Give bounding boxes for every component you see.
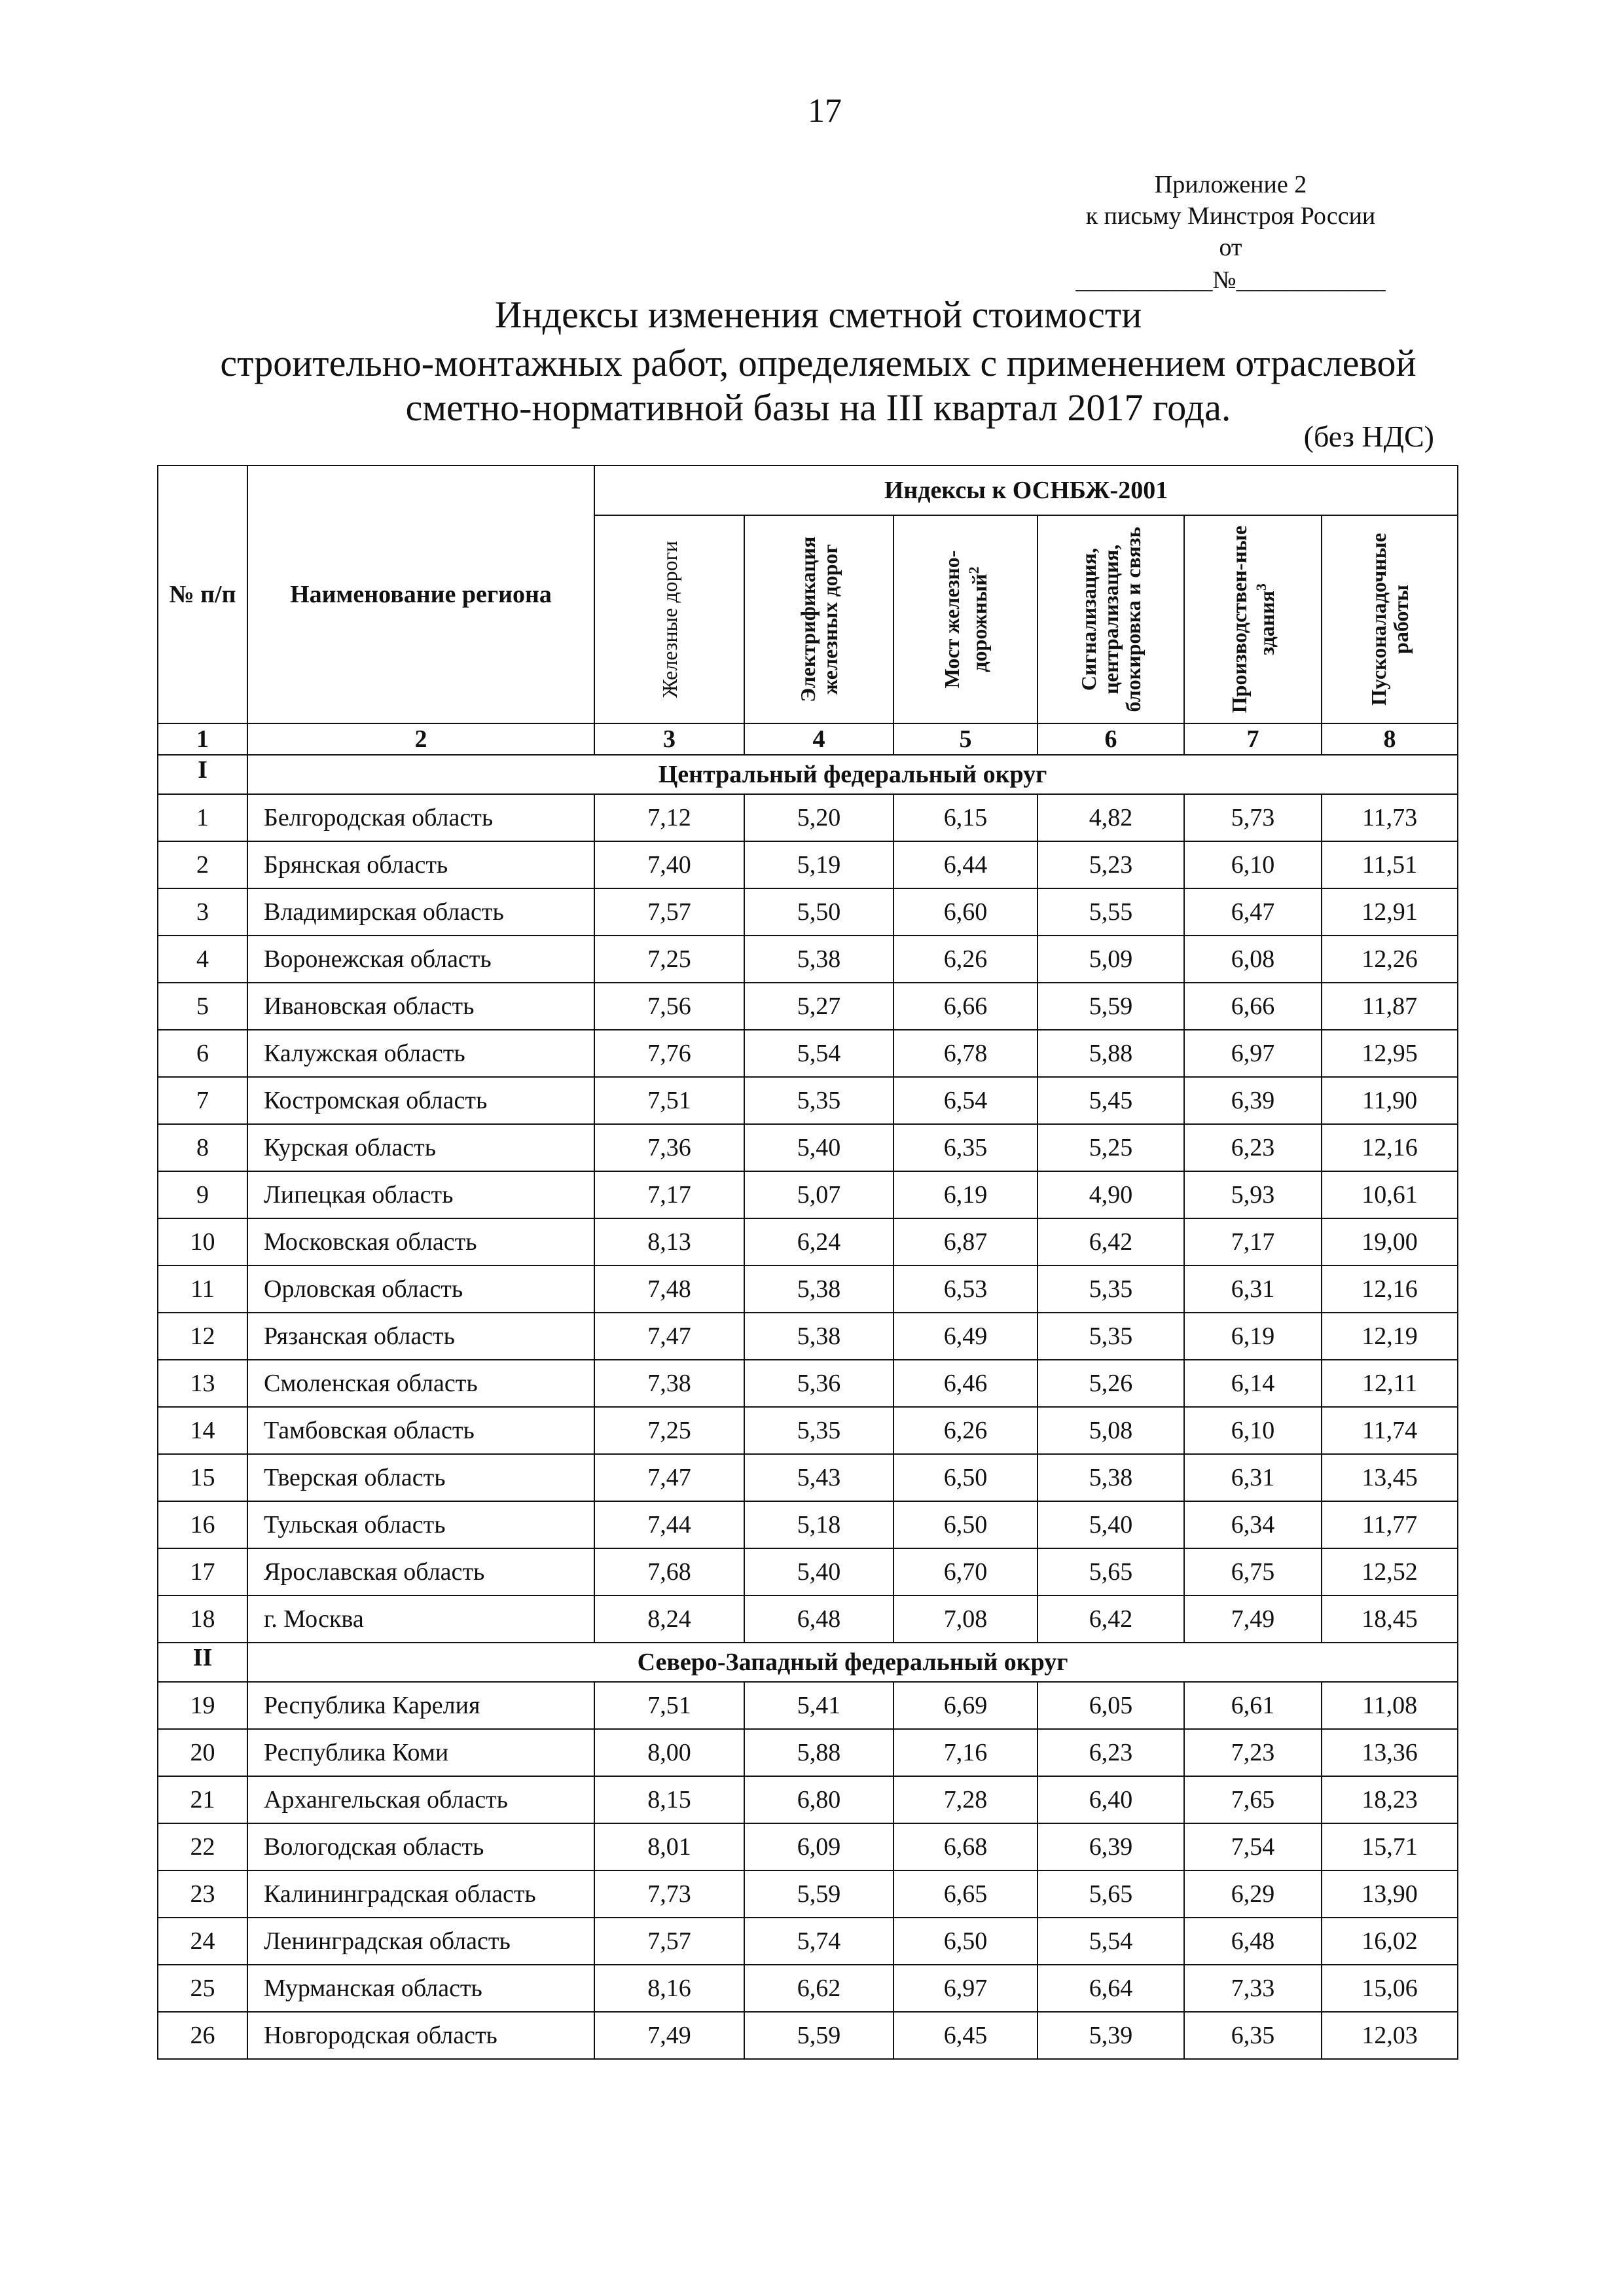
index-col-label-text: Сигнализация, централизация, блокировка и связь <box>1077 526 1145 712</box>
index-value: 11,87 <box>1322 983 1458 1030</box>
index-value: 8,00 <box>594 1729 744 1776</box>
index-value: 13,36 <box>1322 1729 1458 1776</box>
row-number: 26 <box>158 2012 247 2059</box>
row-number: 6 <box>158 1030 247 1077</box>
row-number: 21 <box>158 1776 247 1823</box>
index-col-header-label <box>941 521 990 718</box>
index-value: 6,87 <box>893 1218 1038 1266</box>
table-row <box>158 841 1458 888</box>
index-col-header <box>893 515 1038 723</box>
table-row <box>158 1870 1458 1918</box>
index-value: 6,26 <box>893 1407 1038 1454</box>
region-name: Новгородская область <box>247 2012 594 2059</box>
region-name: Калужская область <box>247 1030 594 1077</box>
index-value: 6,75 <box>1184 1548 1322 1595</box>
row-number: 10 <box>158 1218 247 1266</box>
table-row <box>158 1407 1458 1454</box>
index-value: 5,40 <box>744 1548 893 1595</box>
region-name: Владимирская область <box>247 888 594 936</box>
region-name: Курская область <box>247 1124 594 1171</box>
index-value: 7,57 <box>594 1918 744 1965</box>
index-value: 8,13 <box>594 1218 744 1266</box>
index-value: 5,26 <box>1038 1360 1184 1407</box>
index-value: 5,59 <box>744 1870 893 1918</box>
index-value: 13,45 <box>1322 1454 1458 1501</box>
table-row <box>158 1729 1458 1776</box>
appendix-line-1: Приложение 2 <box>1154 171 1307 198</box>
index-value: 7,16 <box>893 1729 1038 1776</box>
index-value: 6,68 <box>893 1823 1038 1870</box>
index-value: 5,23 <box>1038 841 1184 888</box>
index-value: 12,16 <box>1322 1124 1458 1171</box>
index-value: 6,50 <box>893 1501 1038 1548</box>
row-number: 3 <box>158 888 247 936</box>
index-value: 5,40 <box>744 1124 893 1171</box>
index-value: 5,65 <box>1038 1548 1184 1595</box>
index-value: 6,39 <box>1184 1077 1322 1124</box>
index-col-footnote-mark: 2 <box>965 566 983 574</box>
index-value: 6,50 <box>893 1918 1038 1965</box>
index-value: 6,64 <box>1038 1965 1184 2012</box>
index-value: 11,73 <box>1322 794 1458 841</box>
index-value: 5,55 <box>1038 888 1184 936</box>
region-name: Смоленская область <box>247 1360 594 1407</box>
table-row <box>158 983 1458 1030</box>
index-value: 6,97 <box>893 1965 1038 2012</box>
row-number: 18 <box>158 1595 247 1643</box>
index-value: 6,31 <box>1184 1454 1322 1501</box>
index-value: 5,41 <box>744 1682 893 1729</box>
index-value: 5,38 <box>744 1313 893 1360</box>
index-value: 6,42 <box>1038 1218 1184 1266</box>
index-value: 7,51 <box>594 1077 744 1124</box>
district-name: Северо-Западный федеральный округ <box>247 1643 1458 1682</box>
title-line-2: строительно-монтажных работ, определяемых с применением отраслевой <box>220 342 1416 384</box>
title-line-1: Индексы изменения сметной стоимости <box>494 293 1142 336</box>
index-value: 6,23 <box>1184 1124 1322 1171</box>
region-name: Костромская область <box>247 1077 594 1124</box>
index-value: 5,54 <box>744 1030 893 1077</box>
index-value: 5,27 <box>744 983 893 1030</box>
index-value: 6,05 <box>1038 1682 1184 1729</box>
appendix-line-2: к письму Минстроя России <box>1085 202 1376 230</box>
column-number: 4 <box>744 723 893 755</box>
index-value: 6,70 <box>893 1548 1038 1595</box>
table-row <box>158 1501 1458 1548</box>
index-value: 5,08 <box>1038 1407 1184 1454</box>
row-number: 19 <box>158 1682 247 1729</box>
index-value: 6,23 <box>1038 1729 1184 1776</box>
index-value: 7,54 <box>1184 1823 1322 1870</box>
region-name: Вологодская область <box>247 1823 594 1870</box>
region-name: Брянская область <box>247 841 594 888</box>
index-value: 7,44 <box>594 1501 744 1548</box>
index-value: 12,95 <box>1322 1030 1458 1077</box>
index-col-header-wrap <box>595 516 744 723</box>
index-value: 15,06 <box>1322 1965 1458 2012</box>
column-number: 8 <box>1322 723 1458 755</box>
index-value: 11,74 <box>1322 1407 1458 1454</box>
index-value: 13,90 <box>1322 1870 1458 1918</box>
index-value: 18,45 <box>1322 1595 1458 1643</box>
index-value: 6,66 <box>1184 983 1322 1030</box>
region-name: Архангельская область <box>247 1776 594 1823</box>
index-value: 5,35 <box>744 1077 893 1124</box>
index-value: 6,39 <box>1038 1823 1184 1870</box>
index-value: 6,78 <box>893 1030 1038 1077</box>
index-col-label-text: Производствен-ные здания <box>1227 525 1278 714</box>
index-value: 11,77 <box>1322 1501 1458 1548</box>
index-value: 12,11 <box>1322 1360 1458 1407</box>
index-value: 8,16 <box>594 1965 744 2012</box>
col-header-region: Наименование региона <box>247 465 594 723</box>
index-value: 7,76 <box>594 1030 744 1077</box>
region-name: Московская область <box>247 1218 594 1266</box>
index-value: 4,90 <box>1038 1171 1184 1218</box>
index-value: 5,20 <box>744 794 893 841</box>
table-row <box>158 1965 1458 2012</box>
index-value: 12,03 <box>1322 2012 1458 2059</box>
index-value: 6,45 <box>893 2012 1038 2059</box>
row-number: 17 <box>158 1548 247 1595</box>
table-row <box>158 936 1458 983</box>
index-value: 5,54 <box>1038 1918 1184 1965</box>
index-value: 6,34 <box>1184 1501 1322 1548</box>
index-value: 6,19 <box>1184 1313 1322 1360</box>
index-value: 5,45 <box>1038 1077 1184 1124</box>
index-value: 15,71 <box>1322 1823 1458 1870</box>
table-row <box>158 1682 1458 1729</box>
table-row <box>158 1918 1458 1965</box>
index-value: 6,31 <box>1184 1266 1322 1313</box>
index-value: 5,93 <box>1184 1171 1322 1218</box>
index-col-header <box>1322 515 1458 723</box>
index-value: 7,73 <box>594 1870 744 1918</box>
row-number: 7 <box>158 1077 247 1124</box>
index-value: 6,24 <box>744 1218 893 1266</box>
region-name: Рязанская область <box>247 1313 594 1360</box>
index-value: 6,48 <box>1184 1918 1322 1965</box>
index-value: 6,47 <box>1184 888 1322 936</box>
region-name: Тульская область <box>247 1501 594 1548</box>
index-value: 4,82 <box>1038 794 1184 841</box>
index-value: 6,35 <box>1184 2012 1322 2059</box>
index-col-header-label <box>659 521 681 718</box>
index-col-header-wrap <box>894 516 1037 723</box>
table-row <box>158 1595 1458 1643</box>
index-value: 6,09 <box>744 1823 893 1870</box>
index-value: 7,49 <box>594 2012 744 2059</box>
index-value: 18,23 <box>1322 1776 1458 1823</box>
row-number: 12 <box>158 1313 247 1360</box>
index-value: 7,17 <box>594 1171 744 1218</box>
index-value: 7,28 <box>893 1776 1038 1823</box>
index-value: 6,65 <box>893 1870 1038 1918</box>
row-number: 8 <box>158 1124 247 1171</box>
region-name: Ленинградская область <box>247 1918 594 1965</box>
index-value: 6,19 <box>893 1171 1038 1218</box>
index-value: 6,29 <box>1184 1870 1322 1918</box>
index-col-header-wrap <box>1185 516 1321 723</box>
col-header-no: № п/п <box>158 465 247 723</box>
column-number: 3 <box>594 723 744 755</box>
index-value: 6,10 <box>1184 841 1322 888</box>
index-value: 12,91 <box>1322 888 1458 936</box>
district-row <box>158 755 1458 794</box>
index-col-header-wrap <box>1322 516 1457 723</box>
region-name: г. Москва <box>247 1595 594 1643</box>
index-value: 7,08 <box>893 1595 1038 1643</box>
index-value: 7,56 <box>594 983 744 1030</box>
index-table <box>157 465 1458 2060</box>
column-number: 2 <box>247 723 594 755</box>
table-row <box>158 1171 1458 1218</box>
table-row <box>158 1548 1458 1595</box>
vat-note: (без НДС) <box>1303 420 1434 453</box>
index-value: 5,18 <box>744 1501 893 1548</box>
row-number: 11 <box>158 1266 247 1313</box>
table-row <box>158 794 1458 841</box>
index-value: 5,35 <box>744 1407 893 1454</box>
index-value: 16,02 <box>1322 1918 1458 1965</box>
index-value: 8,15 <box>594 1776 744 1823</box>
row-number: 23 <box>158 1870 247 1918</box>
index-value: 6,53 <box>893 1266 1038 1313</box>
index-value: 6,48 <box>744 1595 893 1643</box>
index-value: 6,46 <box>893 1360 1038 1407</box>
row-number: 9 <box>158 1171 247 1218</box>
header-row-top <box>158 465 1458 515</box>
table-row <box>158 1823 1458 1870</box>
index-col-header-label <box>1077 521 1144 718</box>
index-value: 6,69 <box>893 1682 1038 1729</box>
index-col-header <box>594 515 744 723</box>
table-row <box>158 1218 1458 1266</box>
index-value: 7,25 <box>594 936 744 983</box>
row-number: 5 <box>158 983 247 1030</box>
index-value: 7,33 <box>1184 1965 1322 2012</box>
column-number-row <box>158 723 1458 755</box>
row-number: 13 <box>158 1360 247 1407</box>
row-number: 2 <box>158 841 247 888</box>
column-number: 7 <box>1184 723 1322 755</box>
table-row <box>158 888 1458 936</box>
index-value: 6,62 <box>744 1965 893 2012</box>
index-col-header-wrap <box>745 516 893 723</box>
row-number: 22 <box>158 1823 247 1870</box>
index-value: 6,14 <box>1184 1360 1322 1407</box>
table-row <box>158 1266 1458 1313</box>
index-col-header <box>1184 515 1322 723</box>
row-number: 25 <box>158 1965 247 2012</box>
group-header: Индексы к ОСНБЖ-2001 <box>594 465 1458 515</box>
index-col-header-label <box>797 521 841 718</box>
index-value: 5,74 <box>744 1918 893 1965</box>
index-value: 11,51 <box>1322 841 1458 888</box>
index-value: 5,35 <box>1038 1266 1184 1313</box>
index-value: 7,48 <box>594 1266 744 1313</box>
index-value: 6,54 <box>893 1077 1038 1124</box>
index-value: 5,35 <box>1038 1313 1184 1360</box>
row-number: 14 <box>158 1407 247 1454</box>
index-value: 6,61 <box>1184 1682 1322 1729</box>
index-value: 6,10 <box>1184 1407 1322 1454</box>
index-col-header <box>744 515 893 723</box>
index-col-header-label <box>1228 521 1278 718</box>
index-value: 6,97 <box>1184 1030 1322 1077</box>
index-value: 5,88 <box>1038 1030 1184 1077</box>
appendix-number-line: ___________№____________ <box>1075 266 1386 294</box>
region-name: Республика Коми <box>247 1729 594 1776</box>
index-value: 6,60 <box>893 888 1038 936</box>
index-col-footnote-mark: 3 <box>1253 583 1270 591</box>
index-value: 5,19 <box>744 841 893 888</box>
index-value: 6,44 <box>893 841 1038 888</box>
table-row <box>158 1313 1458 1360</box>
index-value: 7,65 <box>1184 1776 1322 1823</box>
index-value: 7,40 <box>594 841 744 888</box>
index-value: 6,50 <box>893 1454 1038 1501</box>
index-value: 5,43 <box>744 1454 893 1501</box>
index-col-label-text: Железные дороги <box>657 541 681 698</box>
region-name: Ивановская область <box>247 983 594 1030</box>
table-row <box>158 1077 1458 1124</box>
index-col-label-text: Электрификация железных дорог <box>796 536 842 702</box>
index-value: 19,00 <box>1322 1218 1458 1266</box>
index-value: 12,52 <box>1322 1548 1458 1595</box>
table-row <box>158 1454 1458 1501</box>
index-value: 7,68 <box>594 1548 744 1595</box>
region-name: Белгородская область <box>247 794 594 841</box>
index-value: 5,36 <box>744 1360 893 1407</box>
index-col-header-wrap <box>1038 516 1183 723</box>
index-value: 10,61 <box>1322 1171 1458 1218</box>
table-row <box>158 1124 1458 1171</box>
index-col-label-text: Мост железно-дорожный <box>940 550 991 689</box>
index-value: 6,08 <box>1184 936 1322 983</box>
index-value: 7,25 <box>594 1407 744 1454</box>
index-value: 5,40 <box>1038 1501 1184 1548</box>
row-number: 24 <box>158 1918 247 1965</box>
row-number: 15 <box>158 1454 247 1501</box>
region-name: Республика Карелия <box>247 1682 594 1729</box>
table-body <box>158 465 1458 2059</box>
column-number: 5 <box>893 723 1038 755</box>
row-number: 4 <box>158 936 247 983</box>
table-row <box>158 2012 1458 2059</box>
column-number: 1 <box>158 723 247 755</box>
page-number: 17 <box>808 92 842 130</box>
index-value: 6,49 <box>893 1313 1038 1360</box>
column-number: 6 <box>1038 723 1184 755</box>
index-value: 7,49 <box>1184 1595 1322 1643</box>
index-value: 7,47 <box>594 1454 744 1501</box>
index-value: 5,38 <box>744 936 893 983</box>
index-value: 5,38 <box>1038 1454 1184 1501</box>
index-value: 12,26 <box>1322 936 1458 983</box>
index-value: 7,38 <box>594 1360 744 1407</box>
index-value: 12,16 <box>1322 1266 1458 1313</box>
region-name: Тамбовская область <box>247 1407 594 1454</box>
district-row <box>158 1643 1458 1682</box>
title-line-3: сметно-нормативной базы на III квартал 2017 года. <box>405 386 1231 429</box>
index-value: 5,39 <box>1038 2012 1184 2059</box>
index-value: 6,15 <box>893 794 1038 841</box>
index-value: 7,51 <box>594 1682 744 1729</box>
index-value: 5,25 <box>1038 1124 1184 1171</box>
region-name: Орловская область <box>247 1266 594 1313</box>
index-value: 8,24 <box>594 1595 744 1643</box>
index-value: 11,08 <box>1322 1682 1458 1729</box>
region-name: Тверская область <box>247 1454 594 1501</box>
index-value: 5,38 <box>744 1266 893 1313</box>
index-value: 6,35 <box>893 1124 1038 1171</box>
index-value: 6,40 <box>1038 1776 1184 1823</box>
row-number: 1 <box>158 794 247 841</box>
index-value: 5,73 <box>1184 794 1322 841</box>
index-value: 7,23 <box>1184 1729 1322 1776</box>
index-value: 6,66 <box>893 983 1038 1030</box>
index-value: 8,01 <box>594 1823 744 1870</box>
index-col-header-label <box>1367 521 1412 718</box>
index-value: 7,47 <box>594 1313 744 1360</box>
region-name: Калининградская область <box>247 1870 594 1918</box>
index-value: 6,42 <box>1038 1595 1184 1643</box>
index-value: 5,09 <box>1038 936 1184 983</box>
appendix-line-3: от <box>1219 234 1242 261</box>
index-col-header <box>1038 515 1184 723</box>
row-number: 20 <box>158 1729 247 1776</box>
table-row <box>158 1030 1458 1077</box>
index-value: 7,17 <box>1184 1218 1322 1266</box>
table-row <box>158 1360 1458 1407</box>
index-col-label-text: Пусконаладочные работы <box>1367 533 1413 706</box>
table-row <box>158 1776 1458 1823</box>
district-roman-number: I <box>158 755 247 794</box>
index-value: 7,57 <box>594 888 744 936</box>
district-roman-number: II <box>158 1643 247 1682</box>
index-value: 6,80 <box>744 1776 893 1823</box>
index-value: 5,50 <box>744 888 893 936</box>
index-value: 12,19 <box>1322 1313 1458 1360</box>
index-value: 7,12 <box>594 794 744 841</box>
index-value: 7,36 <box>594 1124 744 1171</box>
region-name: Воронежская область <box>247 936 594 983</box>
index-value: 5,59 <box>744 2012 893 2059</box>
region-name: Ярославская область <box>247 1548 594 1595</box>
index-value: 5,88 <box>744 1729 893 1776</box>
index-value: 5,65 <box>1038 1870 1184 1918</box>
index-value: 11,90 <box>1322 1077 1458 1124</box>
region-name: Липецкая область <box>247 1171 594 1218</box>
index-value: 6,26 <box>893 936 1038 983</box>
index-value: 5,59 <box>1038 983 1184 1030</box>
row-number: 16 <box>158 1501 247 1548</box>
region-name: Мурманская область <box>247 1965 594 2012</box>
index-value: 5,07 <box>744 1171 893 1218</box>
district-name: Центральный федеральный округ <box>247 755 1458 794</box>
